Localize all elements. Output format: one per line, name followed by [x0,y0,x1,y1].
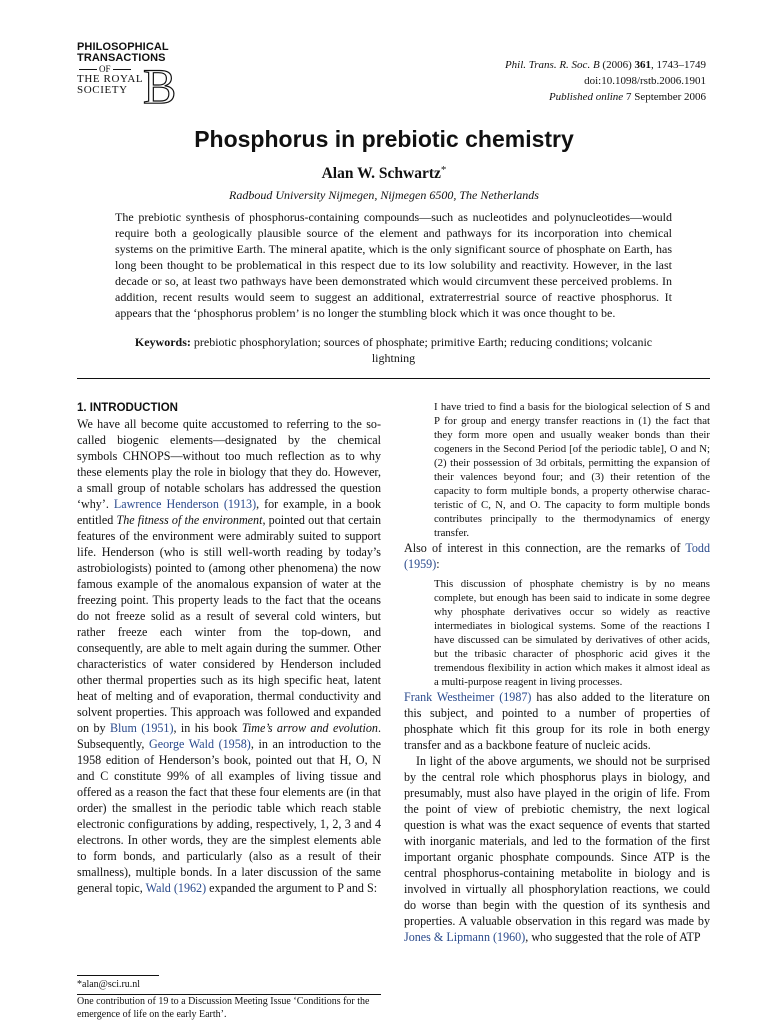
text-run: , in an introduction to the 1958 edition of Henderson’s book, pointed out that H, O, N and C constitute 99% of all examples of living tissue and offered as a reason the fact that these four elements are (in that order) the smallest in the periodic table which reach stable electronic configurations by adding, respectively, 1, 2, 3 and 4 electrons. In other words, they are the simplest elements able to form bonds, and particularly (also as a result of their smallness), multiple bonds. In a later discussion of the same general topic, [77,737,381,895]
text-run: , in his book [173,721,242,735]
block-quote-wald: I have tried to find a basis for the biological selection of S and P for group and energy transfer reactions in (1) the fact that they form more open and usually weaker bonds than their cogeners in the Second Period [of the periodic table], O and N; (2) their possession of 3d orbitals, permitting the expansion of their valences beyond four; and (3) their retention of the capacity to form multiple bonds, a property otherwise characteristic of C, N, and O. The capacity to form multiple bonds contributes principally to the thermodynamics of energy transfer. [434,401,710,539]
section-heading: 1. INTRODUCTION [77,402,178,414]
doi[interactable]: doi:10.1098/rstb.2006.1901 [584,75,706,87]
logo-line-5: SOCIETY [77,84,128,96]
ref-jones-lipmann[interactable]: Jones & Lipmann (1960) [404,930,526,944]
text-run: Also of interest in this connection, are the remarks of [404,541,686,555]
logo-line-1: PHILOSOPHICAL [77,41,169,53]
book-title: The fitness of the environment [116,513,263,527]
ref-todd[interactable]: Todd (1959) [404,541,710,571]
journal-year: (2006) [599,59,635,71]
published-label: Published online [548,91,624,103]
paragraph [404,540,710,572]
text-run: . Subsequently, [77,721,382,751]
footnote-divider-2 [77,994,381,995]
published-date: 7 September 2006 [623,91,706,103]
author-line [0,159,768,185]
paragraph [404,753,710,945]
block-quote-todd: This discussion of phosphate chemistry is by no means complete, but enough has been said to indicate in some degree why phosphate derivatives occur so widely as reactive intermediates in biological systems. Some of the reactions I have discussed can be simulated by derivatives of other acids, but the tribasic character of phosphoric acid gives it the tremendous flexibility in action which makes it almost ideal as a multi-purpose reagent in living processes. [434,578,710,688]
journal-name: Phil. Trans. R. Soc. B [504,59,600,71]
ref-westheimer[interactable]: Frank Westheimer (1987) [404,690,532,704]
text-run: , for example, in a book entitled [77,497,381,527]
text-run: expanded the argument to P and S: [206,881,378,895]
logo-line-4: THE ROYAL [77,73,144,85]
text-run: , pointed out that certain features of the environment were admirably suited to support life. Henderson (who is still well-worth reading by today’s astrobiologists) pointed to (among other phenomena) the now famous example of the anomalous expansion of water at the freezing point. This property leads to the fact that the oceans do not freeze solid as a result of several cold winters, but rather freeze each winter from the top-down, and consequently, are able to melt again during the summer. Other characteristics of water considered by Henderson included other thermal properties such as its high specific heat, latent heat of melting and of evaporation, thermal conductivity and solvent properties. This approach was followed and expanded on by [77,513,382,735]
paragraph [77,416,381,896]
header-divider [77,378,710,379]
journal-pages: , 1743–1749 [651,59,706,71]
ref-wald-1958[interactable]: George Wald (1958) [149,737,251,751]
text-run: has also added to the literature on this subject, and pointed to a number of properties of phosphate which fit this group for its role in both energy transfer and as a backbone feature of nucleic acids. [404,690,710,752]
keywords [115,334,672,366]
ref-henderson[interactable]: Lawrence Henderson (1913) [113,497,257,511]
paragraph [404,689,710,753]
footnote-email[interactable]: *alan@sci.ru.nl [77,979,141,990]
ref-blum[interactable]: Blum (1951) [109,721,174,735]
logo-of-text: OF [99,64,111,74]
text-run: : [436,557,440,571]
journal-citation [505,57,706,105]
footnote-divider [77,975,159,976]
article-title: Phosphorus in prebiotic chemistry [194,126,574,152]
published-online [505,89,706,105]
logo-line-2: TRANSACTIONS [77,52,166,64]
text-run: , who suggested that the role of ATP [525,930,701,944]
ref-wald-1962[interactable]: Wald (1962) [145,881,207,895]
author-name: Alan W. Schwartz [321,165,441,182]
royal-society-logo [77,41,177,114]
right-column [404,400,710,945]
text-run: We have all become quite accustomed to referring to the so-called biogenic elements—designated by the chemical symbols CHNOPS—without too much reflection as to why these elements play the role in biology that they do. However, a small group of notable scholars has addressed the question ‘why’. [77,417,381,511]
affiliation: Radboud University Nijmegen, Nijmegen 6500, The Netherlands [229,188,539,202]
journal-volume: 361 [634,59,651,71]
book-title: Time’s arrow and evolution [241,721,378,735]
keywords-label: Keywords: [134,335,191,349]
footnote-contribution: One contribution of 19 to a Discussion Meeting Issue ‘Conditions for the emergence of life on the early Earth’. [77,996,370,1020]
citation-line [505,57,706,73]
abstract: The prebiotic synthesis of phosphorus-containing compounds—such as nucleotides and polynucleotides—would require both a geologically plausible source of the element and pathways for its incorporation into chemical systems on the primitive Earth. The mineral apatite, which is the only significant source of phosphate on Earth, has long been thought to be problematical in this respect due to its low solubility and reactivity. However, in the last decade or so, at least two pathways have been demonstrated which would circumvent these perceived problems. In addition, recent results would seem to suggest an additional, extraterrestrial source of reactive phosphorus. It appears that the ‘phosphorus problem’ is no longer the stumbling block which it was once thought to be. [115,210,672,320]
author-footnote-mark: * [440,164,447,176]
text-run: In light of the above arguments, we should not be surprised by the central role which phosphorus plays in biology, and presumably, must also have played in the origin of life. From the point of view of prebiotic chemistry, the next logical question is what was the exact sequence of events that started with inorganic materials, and led to the formation of the first important organic phosphate compounds. Since ATP is the central phosphorus-containing metabolite in biology and is involved in virtually all phosphorylation reactions, we could do worse than begin with the question of its synthesis and properties. A valuable observation in this regard was made by [404,754,710,928]
logo-letter-b: B [143,58,177,114]
left-column [77,400,381,896]
keywords-text: prebiotic phosphorylation; sources of phosphate; primitive Earth; reducing conditions; volcanic lightning [190,335,653,365]
